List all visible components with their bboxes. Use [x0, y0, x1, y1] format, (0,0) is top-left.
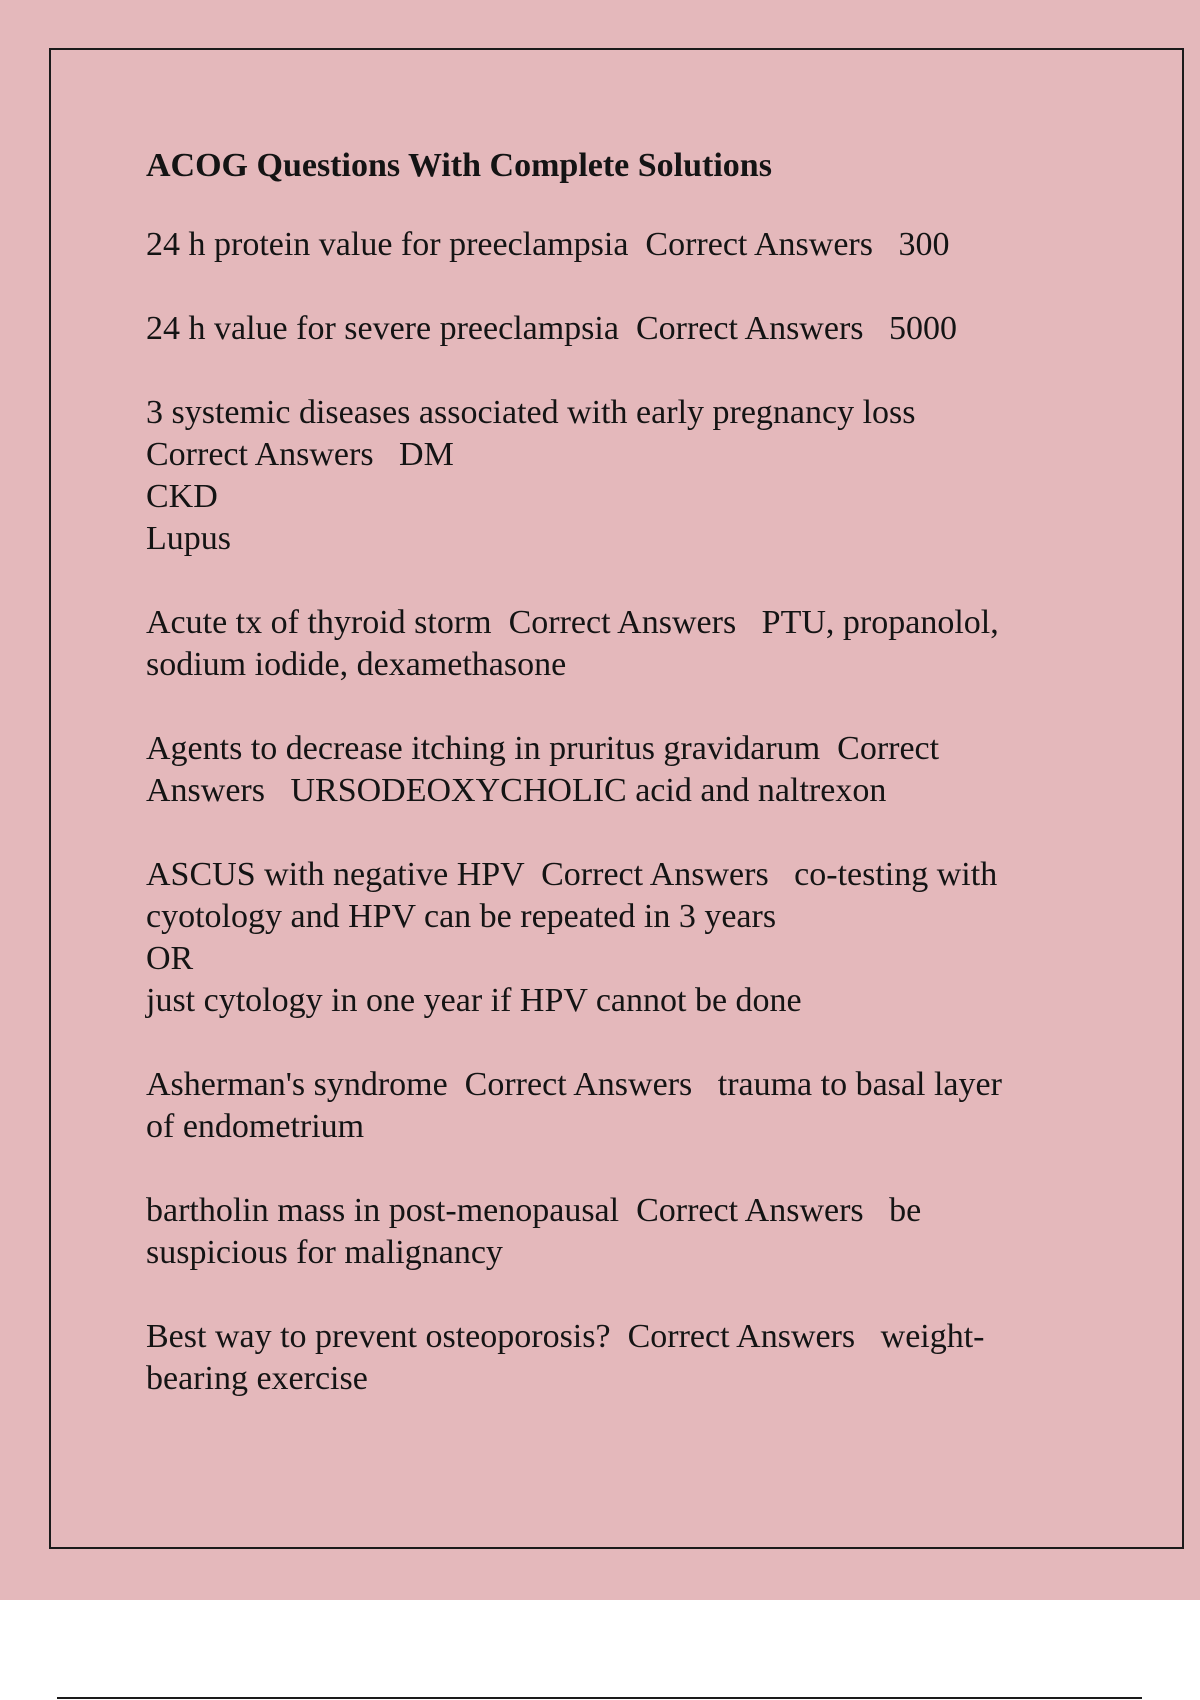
qa-entry: Agents to decrease itching in pruritus gravidarum Correct Answers URSODEOXYCHOLIC acid and naltrexon: [146, 730, 940, 809]
page-divider: [57, 1697, 1142, 1699]
qa-entry: Acute tx of thyroid storm Correct Answers PTU, propanolol, sodium iodide, dexamethasone: [146, 604, 999, 683]
qa-entry: bartholin mass in post-menopausal Correct Answers be suspicious for malignancy: [146, 1192, 922, 1271]
qa-entry: Best way to prevent osteoporosis? Correct Answers weight- bearing exercise: [146, 1318, 985, 1397]
document-title: ACOG Questions With Complete Solutions: [146, 147, 772, 184]
qa-entry: Asherman's syndrome Correct Answers trauma to basal layer of endometrium: [146, 1066, 1002, 1145]
qa-entry: 3 systemic diseases associated with early pregnancy loss Correct Answers DM CKD Lupus: [146, 394, 916, 557]
document-content: [146, 142, 1076, 1442]
qa-entry: 24 h value for severe preeclampsia Correct Answers 5000: [146, 310, 958, 347]
qa-entry: ASCUS with negative HPV Correct Answers co-testing with cyotology and HPV can be repeated in 3 years OR just cytology in one year if HPV cannot be done: [146, 856, 998, 1019]
qa-entry: 24 h protein value for preeclampsia Correct Answers 300: [146, 226, 950, 263]
